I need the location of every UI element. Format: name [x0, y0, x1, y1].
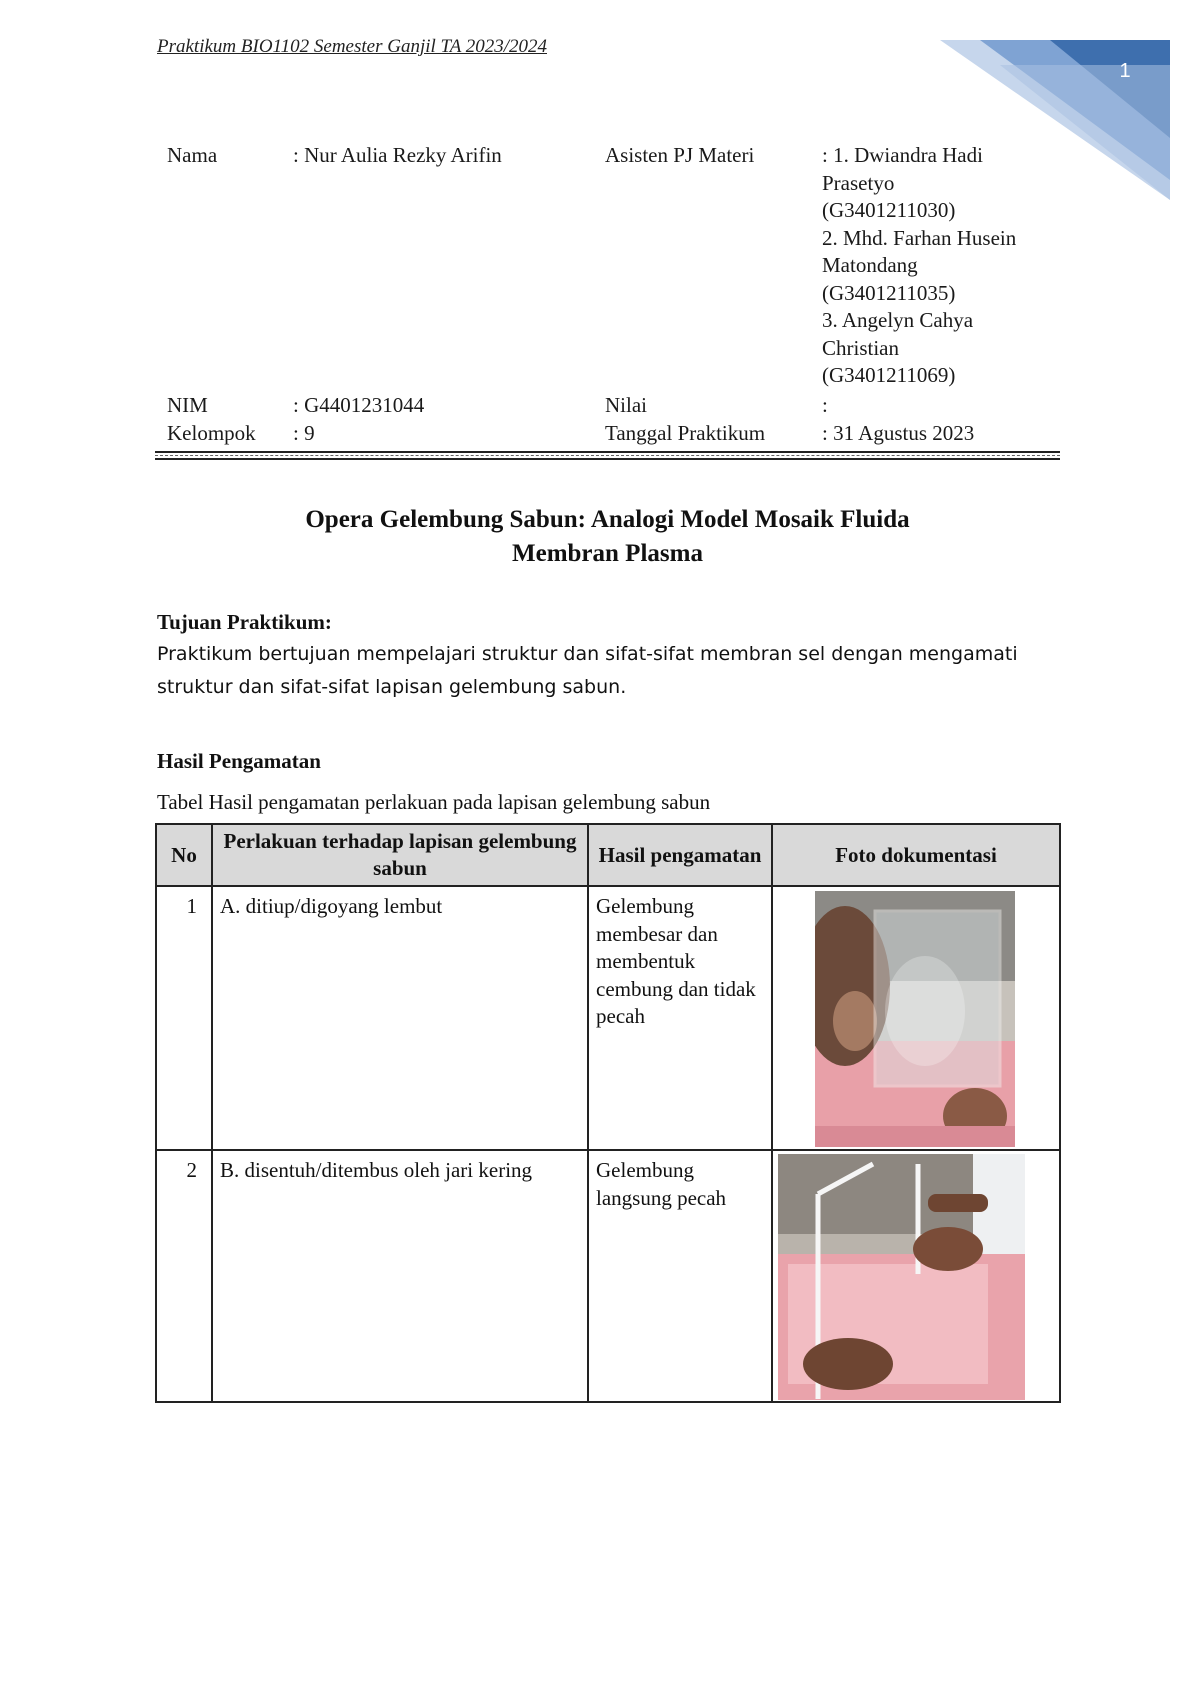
title-line-1: Opera Gelembung Sabun: Analogi Model Mosaik Fluida: [305, 506, 910, 533]
table-row: [156, 886, 1060, 1150]
hasil-heading: Hasil Pengamatan: [157, 749, 321, 773]
nama-value: : Nur Aulia Rezky Arifin: [293, 143, 502, 167]
asisten-line: 3. Angelyn Cahya: [822, 308, 974, 332]
asisten-line: Prasetyo: [822, 170, 895, 195]
asisten-line: 2. Mhd. Farhan Husein: [822, 225, 1017, 250]
nilai-value: :: [822, 393, 828, 417]
nama-label: Nama: [167, 143, 218, 167]
nim-value: : G4401231044: [293, 393, 425, 417]
double-rule-separator: [155, 451, 1060, 460]
table-caption: Tabel Hasil pengamatan perlakuan pada lapisan gelembung sabun: [157, 790, 711, 814]
kelompok-value: : 9: [293, 421, 315, 445]
tujuan-paragraph: Praktikum bertujuan mempelajari struktur dan sifat-sifat membran sel dengan mengamati struktur dan sifat-sifat lapisan gelembung sabun.: [157, 643, 1018, 698]
header-hasil: Hasil pengamatan: [588, 824, 772, 886]
header-foto: Foto dokumentasi: [772, 824, 1060, 886]
asisten-label: Asisten PJ Materi: [605, 143, 755, 167]
tanggal-label: Tanggal Praktikum: [605, 421, 766, 445]
asisten-line: Christian: [822, 335, 899, 360]
asisten-line: (G3401211030): [822, 198, 956, 222]
row-perlakuan-text: B. disentuh/ditembus oleh jari kering: [220, 1158, 533, 1182]
asisten-line: Matondang: [822, 253, 918, 277]
row-hasil: Gelembung langsung pecah: [588, 1150, 772, 1402]
row-number: 2: [156, 1150, 212, 1402]
kelompok-label: Kelompok: [167, 421, 256, 445]
row-perlakuan: A. ditiup/digoyang lembut: [212, 886, 588, 1150]
row-hasil: Gelembung membesar dan membentuk cembung dan tidak pecah: [588, 886, 772, 1150]
asisten-line: (G3401211035): [822, 280, 956, 305]
header-no: No: [156, 824, 212, 886]
nim-label: NIM: [167, 393, 208, 417]
asisten-list: [822, 142, 1072, 390]
header-perlakuan: Perlakuan terhadap lapisan gelembung sabun: [212, 824, 588, 886]
nilai-label: Nilai: [605, 393, 647, 417]
asisten-line: (G3401211069): [822, 363, 956, 387]
row-perlakuan: [212, 1150, 588, 1402]
asisten-line: : 1. Dwiandra Hadi: [822, 143, 983, 167]
row-photo-cell: [772, 886, 1060, 1150]
title-line-2: Membran Plasma: [512, 540, 703, 567]
document-title: [155, 503, 1060, 571]
page-number: 1: [1119, 60, 1131, 82]
photo-blowing-bubble: [815, 891, 1015, 1147]
tujuan-heading: Tujuan Praktikum:: [157, 610, 332, 634]
table-row: [156, 1150, 1060, 1402]
table-header-row: [156, 824, 1060, 886]
running-header: Praktikum BIO1102 Semester Ganjil TA 2023/2024: [157, 36, 547, 57]
observation-table: [155, 823, 1061, 1403]
row-number: 1: [156, 886, 212, 1150]
row-photo-cell: [772, 1150, 1060, 1402]
tanggal-value: : 31 Agustus 2023: [822, 421, 975, 445]
photo-touching-bubble: [778, 1154, 1025, 1400]
